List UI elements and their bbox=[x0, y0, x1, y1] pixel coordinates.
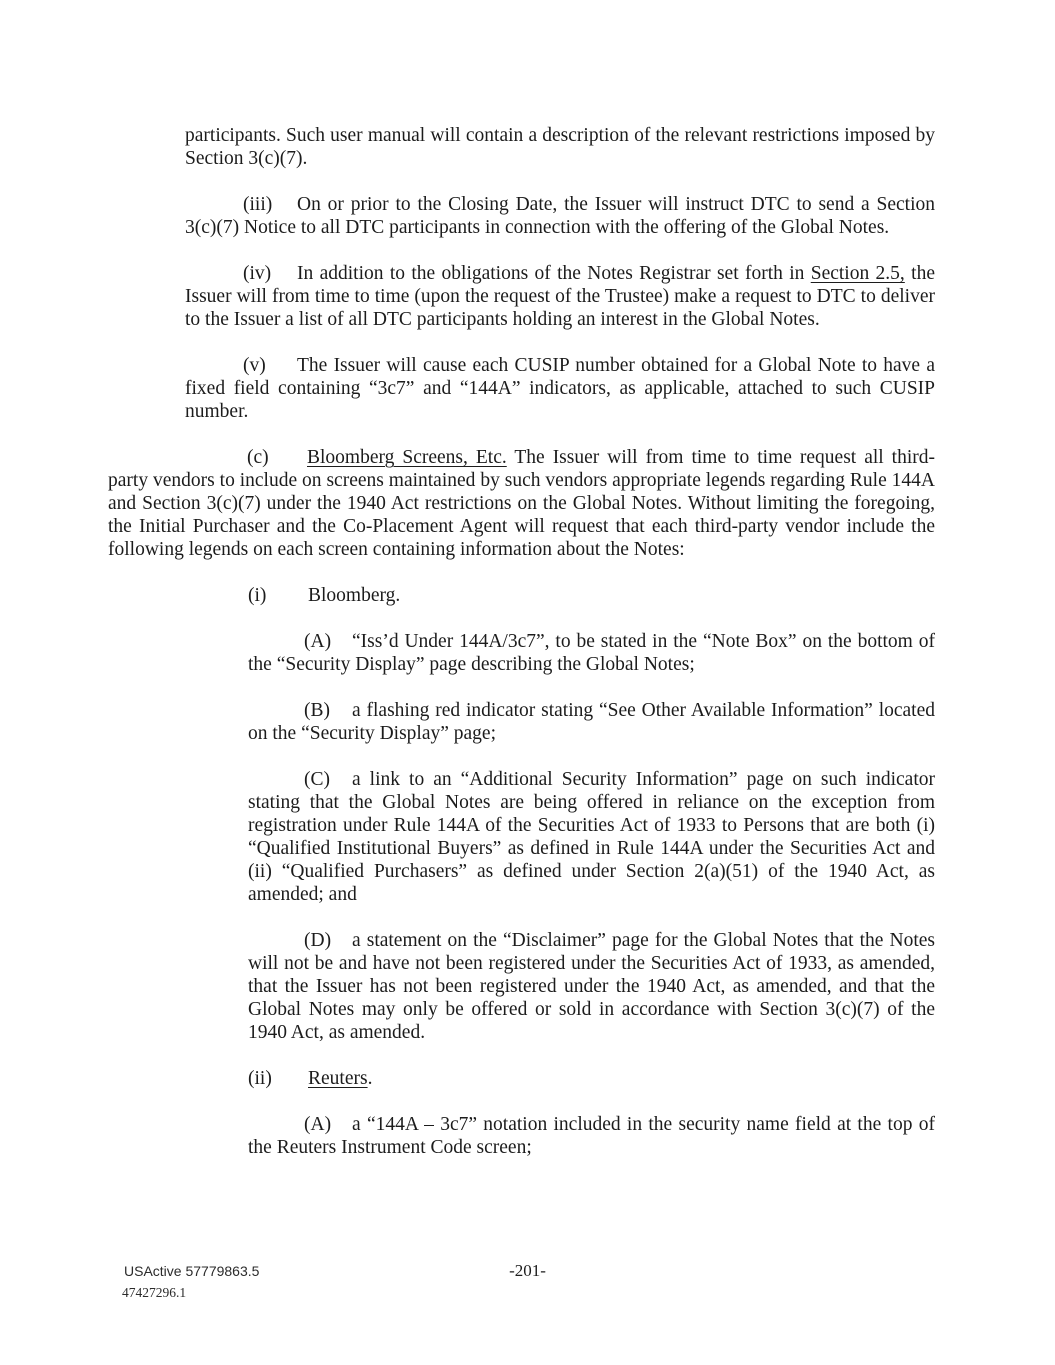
paragraph-iv bbox=[185, 262, 935, 331]
paragraph-continuation bbox=[185, 124, 935, 170]
underlined-text: Reuters bbox=[308, 1068, 368, 1089]
paragraph-D bbox=[248, 929, 935, 1044]
list-marker: (D) bbox=[304, 930, 332, 951]
list-marker: (iii) bbox=[243, 194, 273, 215]
paragraph-c bbox=[108, 446, 935, 561]
list-marker: (C) bbox=[304, 769, 330, 790]
text-run: a link to an “Additional Security Information” page on such indicator stating that the Global Notes are being offered in reliance on the exception from registration under Rule 144A of the Securities Act of 1933 to Persons that are both (i) “Qualified Institutional Buyers” as defined in Rule 144A under the Securities Act and (ii) “Qualified Purchasers” as defined under Section 2(a)(51) of the 1940 Act, as amended; and bbox=[248, 769, 935, 905]
list-marker: (c) bbox=[247, 447, 269, 468]
page-number: -201- bbox=[509, 1261, 546, 1280]
text-run: On or prior to the Closing Date, the Issuer will instruct DTC to send a Section 3(c)(7) Notice to all DTC participants in connection with the offering of the Global Notes. bbox=[185, 194, 935, 238]
list-marker: (i) bbox=[248, 585, 267, 606]
paragraph-i bbox=[248, 584, 935, 607]
text-run: The Issuer will from time to time request all third-party vendors to include on screens maintained by such vendors appropriate legends regarding Rule 144A and Section 3(c)(7) under the 1940 Act restrictions on the Global Notes. Without limiting the foregoing, the Initial Purchaser and the Co-Placement Agent will request that each third-party vendor include the following legends on each screen containing information about the Notes: bbox=[108, 447, 936, 560]
footer-doc-id-usactive: USActive 57779863.5 bbox=[124, 1263, 260, 1279]
paragraph-C bbox=[248, 768, 935, 906]
list-marker: (A) bbox=[304, 631, 332, 652]
paragraph-B bbox=[248, 699, 935, 745]
text-run: a flashing red indicator stating “See Other Available Information” located on the “Security Display” page; bbox=[248, 700, 935, 744]
footer-doc-id-secondary: 47427296.1 bbox=[122, 1285, 187, 1300]
text-run: a “144A – 3c7” notation included in the security name field at the top of the Reuters Instrument Code screen; bbox=[248, 1114, 935, 1158]
paragraph-iii bbox=[185, 193, 935, 239]
paragraph-A bbox=[248, 1113, 935, 1159]
list-marker: (ii) bbox=[248, 1068, 272, 1089]
text-run: The Issuer will cause each CUSIP number obtained for a Global Note to have a fixed field containing “3c7” and “144A” indicators, as applicable, attached to such CUSIP number. bbox=[185, 355, 935, 422]
text-run: Bloomberg. bbox=[308, 585, 401, 606]
list-marker: (A) bbox=[304, 1114, 332, 1135]
text-run: In addition to the obligations of the Notes Registrar set forth in bbox=[297, 263, 811, 284]
text-run: . bbox=[367, 1068, 373, 1089]
text-run: participants. Such user manual will contain a description of the relevant restrictions imposed by Section 3(c)(7). bbox=[185, 125, 935, 169]
paragraph-ii bbox=[248, 1067, 935, 1090]
paragraph-v bbox=[185, 354, 935, 423]
document-body bbox=[108, 124, 935, 1182]
list-marker: (v) bbox=[243, 355, 266, 376]
text-run: the Issuer will from time to time (upon the request of the Trustee) make a request to DTC to deliver to the Issuer a list of all DTC participants holding an interest in the Global Notes. bbox=[185, 263, 935, 330]
list-marker: (B) bbox=[304, 700, 330, 721]
underlined-text: Section 2.5, bbox=[810, 263, 905, 284]
underlined-text: Bloomberg Screens, Etc. bbox=[307, 447, 507, 468]
text-run: “Iss’d Under 144A/3c7”, to be stated in the “Note Box” on the bottom of the “Security Display” page describing the Global Notes; bbox=[248, 631, 935, 675]
list-marker: (iv) bbox=[243, 263, 272, 284]
paragraph-A bbox=[248, 630, 935, 676]
text-run: a statement on the “Disclaimer” page for the Global Notes that the Notes will not be and have not been registered under the Securities Act of 1933, as amended, that the Issuer has not been registered under the 1940 Act, as amended, and that the Global Notes may only be offered or sold in accordance with Section 3(c)(7) of the 1940 Act, as amended. bbox=[248, 930, 935, 1043]
